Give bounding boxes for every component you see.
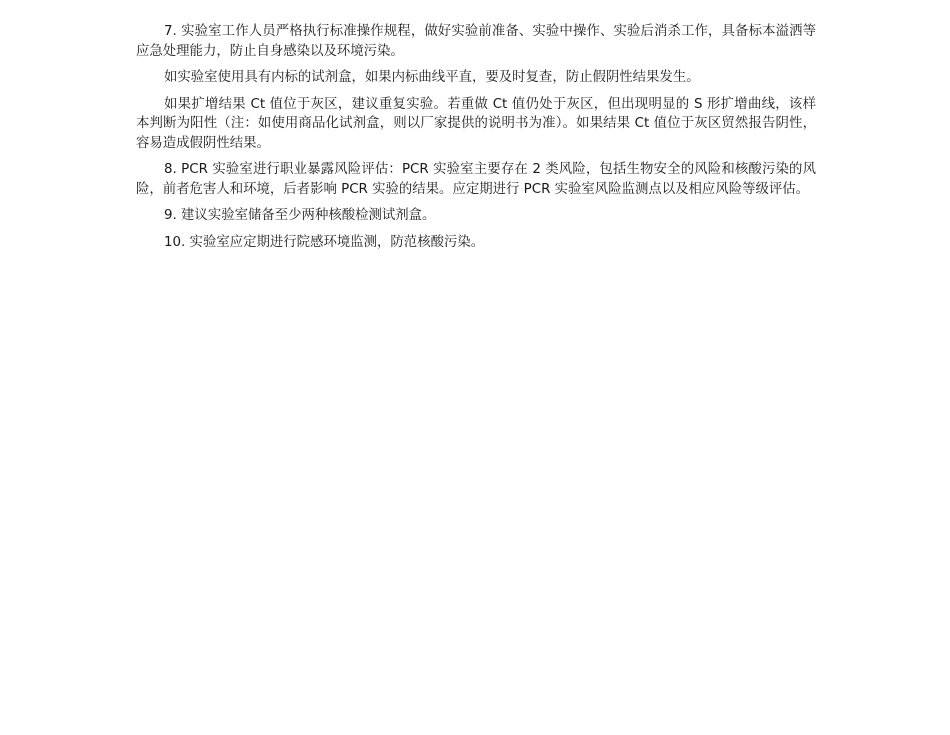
document-body — [136, 22, 816, 259]
paragraph-item-8: 8. PCR 实验室进行职业暴露风险评估：PCR 实验室主要存在 2 类风险，包括生物安全的风险和核酸污染的风险，前者危害人和环境，后者影响 PCR 实验的结果。应定期进行 PCR 实验室风险监测点以及相应风险等级评估。 — [136, 162, 816, 197]
paragraph-internal-control: 如实验室使用具有内标的试剂盒，如果内标曲线平直，要及时复查，防止假阴性结果发生。 — [164, 70, 700, 85]
paragraph-item-7: 7. 实验室工作人员严格执行标准操作规程，做好实验前准备、实验中操作、实验后消杀工作，具备标本溢洒等应急处理能力，防止自身感染以及环境污染。 — [136, 24, 816, 59]
paragraph-item-9: 9. 建议实验室储备至少两种核酸检测试剂盒。 — [164, 208, 436, 223]
paragraph-item-10: 10. 实验室应定期进行院感环境监测，防范核酸污染。 — [164, 234, 485, 250]
paragraph-gray-zone: 如果扩增结果 Ct 值位于灰区，建议重复实验。若重做 Ct 值仍处于灰区，但出现明显的 S 形扩增曲线，该样本判断为阳性（注：如使用商品化试剂盒，则以厂家提供的说明书为准）。如果结果 Ct 值位于灰区贸然报告阴性，容易造成假阴性结果。 — [136, 96, 816, 151]
